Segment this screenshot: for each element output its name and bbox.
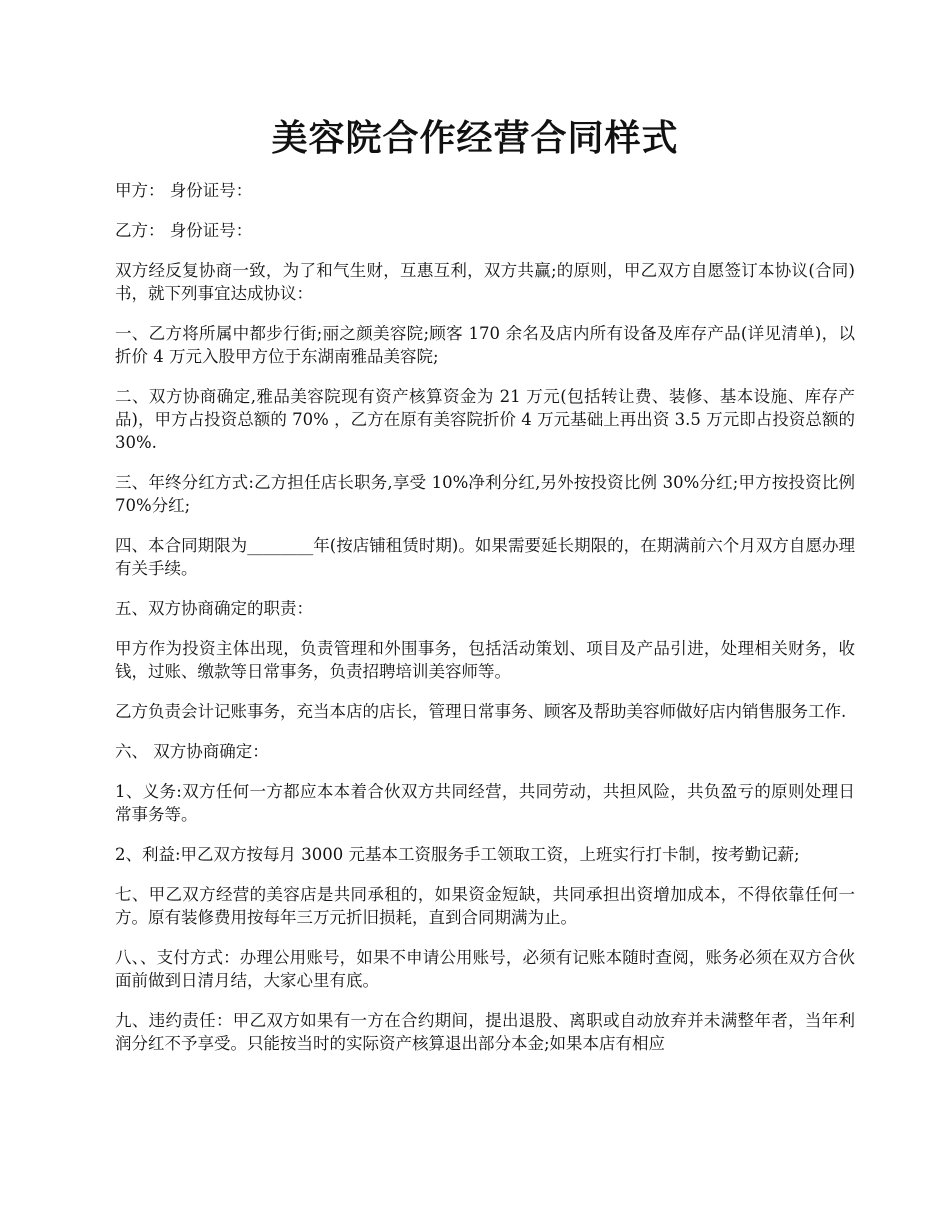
- paragraph-clause-7: 七、甲乙双方经营的美容店是共同承租的，如果资金短缺，共同承担出资增加成本，不得依靠任何一方。原有装修费用按每年三万元折旧损耗，直到合同期满为止。: [115, 885, 855, 927]
- paragraph-clause-2: 二、双方协商确定,雅品美容院现有资产核算资金为 21 万元(包括转让费、装修、基本设施、库存产品)，甲方占投资总额的 70% ，乙方在原有美容院折价 4 万元基础上再出资 3.5 万元即占投资总额的 30%.: [115, 387, 855, 452]
- paragraph-benefits: 2、利益:甲乙双方按每月 3000 元基本工资服务手工领取工资，上班实行打卡制，按考勤记薪;: [115, 845, 800, 864]
- paragraph-clause-5: 五、双方协商确定的职责：: [115, 599, 313, 618]
- paragraph-party-b-duties: 乙方负责会计记账事务，充当本店的店长，管理日常事务、顾客及帮助美容师做好店内销售服务工作.: [115, 702, 847, 721]
- paragraph-clause-1: 一、乙方将所属中都步行街;丽之颜美容院;顾客 170 余名及店内所有设备及库存产品(详见清单)，以折价 4 万元入股甲方位于东湖南雅品美容院;: [115, 324, 855, 366]
- paragraph-clause-6: 六、 双方协商确定：: [115, 742, 269, 761]
- paragraph-clause-3: 三、年终分红方式:乙方担任店长职务,享受 10%净利分红,另外按投资比例 30%分红;甲方按投资比例 70%分红;: [115, 473, 855, 515]
- paragraph-clause-9: 九、违约责任：甲乙双方如果有一方在合约期间，提出退股、离职或自动放弃并未满整年者，当年利润分红不予享受。只能按当时的实际资产核算退出部分本金;如果本店有相应: [115, 1011, 855, 1053]
- document-body: [115, 179, 855, 1072]
- paragraph-party-b: 乙方： 身份证号：: [115, 221, 253, 240]
- paragraph-clause-4: 四、本合同期限为________年(按店铺租赁时期)。如果需要延长期限的，在期满前六个月双方自愿办理有关手续。: [115, 536, 855, 578]
- paragraph-party-a-duties: 甲方作为投资主体出现，负责管理和外围事务，包括活动策划、项目及产品引进，处理相关财务，收钱，过账、缴款等日常事务，负责招聘培训美容师等。: [115, 639, 855, 681]
- paragraph-preamble: 双方经反复协商一致，为了和气生财，互惠互利，双方共赢;的原则，甲乙双方自愿签订本协议(合同)书，就下列事宜达成协议：: [115, 261, 855, 303]
- document-title: 美容院合作经营合同样式: [271, 117, 679, 159]
- paragraph-clause-8: 八、、支付方式：办理公用账号，如果不申请公用账号，必须有记账本随时查阅，账务必须在双方合伙面前做到日清月结，大家心里有底。: [115, 948, 855, 990]
- paragraph-obligations: 1、义务:双方任何一方都应本本着合伙双方共同经营，共同劳动，共担风险，共负盈亏的原则处理日常事务等。: [115, 782, 855, 824]
- paragraph-party-a: 甲方： 身份证号：: [115, 181, 253, 200]
